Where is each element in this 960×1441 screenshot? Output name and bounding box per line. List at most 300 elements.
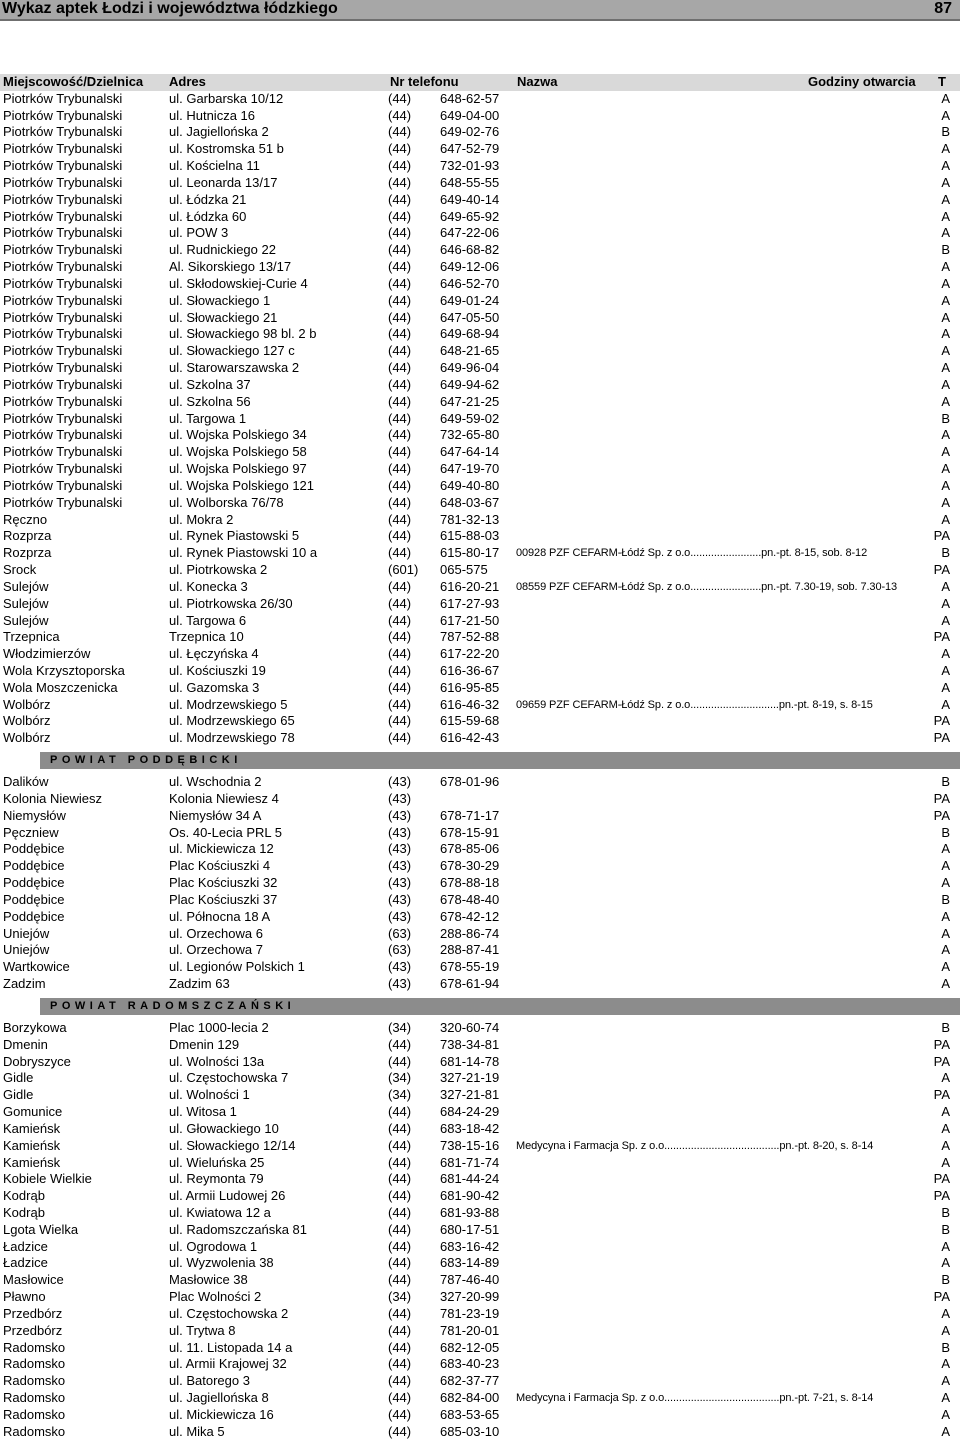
table-row	[0, 663, 960, 680]
powiat-section-heading	[0, 998, 960, 1015]
location-cell: Wola Moszczenicka	[3, 679, 118, 695]
address-cell: ul. Orzechowa 6	[169, 925, 263, 941]
phone-number-cell: 648-03-67	[440, 494, 500, 510]
address-cell: ul. Modrzewskiego 5	[169, 696, 288, 712]
phone-number-cell: 616-20-21	[440, 578, 500, 594]
location-cell: Wola Krzysztoporska	[3, 662, 125, 678]
table-row	[0, 892, 960, 909]
address-cell: ul. 11. Listopada 14 a	[169, 1339, 293, 1355]
table-row	[0, 1020, 960, 1037]
phone-prefix-cell: (44)	[388, 292, 412, 308]
type-cell: A	[941, 1120, 950, 1136]
phone-prefix-cell: (43)	[388, 824, 412, 840]
location-cell: Piotrków Trybunalski	[3, 191, 123, 207]
table-row	[0, 1424, 960, 1441]
phone-prefix-cell: (34)	[388, 1289, 412, 1305]
type-cell: A	[941, 841, 950, 857]
address-cell: ul. Piotrkowska 2	[169, 562, 268, 578]
section-heading-label: POWIAT PODDĘBICKI	[50, 754, 242, 767]
phone-prefix-cell: (44)	[388, 461, 412, 477]
type-cell: B	[941, 824, 950, 840]
location-cell: Piotrków Trybunalski	[3, 444, 123, 460]
type-cell: A	[941, 376, 950, 392]
phone-prefix-cell: (43)	[388, 875, 412, 891]
column-header-phone: Nr telefonu	[390, 74, 459, 89]
table-row	[0, 613, 960, 630]
table-row	[0, 1323, 960, 1340]
phone-prefix-cell: (44)	[388, 612, 412, 628]
address-cell: Plac 1000-lecia 2	[169, 1019, 269, 1035]
table-row	[0, 1272, 960, 1289]
phone-number-cell: 732-65-80	[440, 427, 500, 443]
phone-number-cell: 681-71-74	[440, 1154, 500, 1170]
table-row	[0, 259, 960, 276]
type-cell: B	[941, 1221, 950, 1237]
table-row	[0, 1188, 960, 1205]
address-cell: ul. Trytwa 8	[169, 1322, 236, 1338]
type-cell: B	[941, 1019, 950, 1035]
address-cell: ul. Ogrodowa 1	[169, 1238, 258, 1254]
table-row	[0, 293, 960, 310]
name-hours-cell: 00928 PZF CEFARM-Łódź Sp. z o.o........................pn.-pt. 8-15, sob. 8-12	[516, 547, 868, 560]
type-cell: A	[941, 1406, 950, 1422]
phone-prefix-cell: (44)	[388, 242, 412, 258]
location-cell: Radomsko	[3, 1356, 66, 1372]
location-cell: Poddębice	[3, 891, 65, 907]
table-header-row	[0, 74, 960, 91]
phone-prefix-cell: (44)	[388, 477, 412, 493]
type-cell: A	[941, 292, 950, 308]
table-row	[0, 774, 960, 791]
table-row	[0, 629, 960, 646]
address-cell: ul. Jagiellońska 8	[169, 1390, 269, 1406]
type-cell: A	[941, 1238, 950, 1254]
phone-prefix-cell: (44)	[388, 528, 412, 544]
table-row	[0, 276, 960, 293]
phone-prefix-cell: (44)	[388, 1373, 412, 1389]
address-cell: ul. Słowackiego 1	[169, 292, 271, 308]
phone-prefix-cell: (44)	[388, 1390, 412, 1406]
address-cell: Plac Kościuszki 4	[169, 858, 271, 874]
location-cell: Piotrków Trybunalski	[3, 292, 123, 308]
phone-number-cell: 683-14-89	[440, 1255, 500, 1271]
location-cell: Trzepnica	[3, 629, 60, 645]
phone-number-cell: 327-20-99	[440, 1289, 500, 1305]
phone-number-cell: 288-87-41	[440, 942, 500, 958]
location-cell: Kodrąb	[3, 1188, 45, 1204]
location-cell: Wolbórz	[3, 696, 51, 712]
column-header-hours: Godziny otwarcia	[808, 74, 916, 89]
phone-number-cell: 678-85-06	[440, 841, 500, 857]
phone-prefix-cell: (44)	[388, 629, 412, 645]
location-cell: Piotrków Trybunalski	[3, 343, 123, 359]
table-row	[0, 411, 960, 428]
type-cell: A	[941, 612, 950, 628]
phone-prefix-cell: (63)	[388, 942, 412, 958]
phone-prefix-cell: (43)	[388, 891, 412, 907]
phone-prefix-cell: (44)	[388, 90, 412, 106]
location-cell: Piotrków Trybunalski	[3, 242, 123, 258]
location-cell: Radomsko	[3, 1373, 66, 1389]
table-row	[0, 959, 960, 976]
phone-prefix-cell: (44)	[388, 1137, 412, 1153]
phone-number-cell: 647-22-06	[440, 225, 500, 241]
phone-number-cell: 678-15-91	[440, 824, 500, 840]
phone-prefix-cell: (44)	[388, 1036, 412, 1052]
phone-number-cell: 646-52-70	[440, 275, 500, 291]
location-cell: Piotrków Trybunalski	[3, 158, 123, 174]
phone-number-cell: 646-68-82	[440, 242, 500, 258]
phone-number-cell: 649-96-04	[440, 360, 500, 376]
type-cell: A	[941, 1305, 950, 1321]
phone-number-cell: 678-71-17	[440, 807, 500, 823]
type-cell: A	[941, 259, 950, 275]
table-row	[0, 926, 960, 943]
location-cell: Ładzice	[3, 1255, 48, 1271]
table-row	[0, 512, 960, 529]
phone-number-cell: 649-04-00	[440, 107, 500, 123]
address-cell: ul. Rynek Piastowski 10 a	[169, 545, 318, 561]
address-cell: ul. Starowarszawska 2	[169, 360, 300, 376]
type-cell: B	[941, 1205, 950, 1220]
location-cell: Piotrków Trybunalski	[3, 494, 123, 510]
table-row	[0, 1340, 960, 1357]
table-row	[0, 377, 960, 394]
location-cell: Piotrków Trybunalski	[3, 326, 123, 342]
table-row	[0, 1356, 960, 1373]
phone-prefix-cell: (44)	[388, 1255, 412, 1271]
type-cell: A	[941, 1070, 950, 1086]
address-cell: ul. Leonarda 13/17	[169, 174, 278, 190]
table-row	[0, 713, 960, 730]
phone-number-cell: 681-14-78	[440, 1053, 500, 1069]
table-row	[0, 108, 960, 125]
table-row	[0, 242, 960, 259]
phone-number-cell: 617-22-20	[440, 646, 500, 662]
address-cell: ul. Hutnicza 16	[169, 107, 255, 123]
table-row	[0, 680, 960, 697]
phone-number-cell: 787-52-88	[440, 629, 500, 645]
type-cell: PA	[933, 1289, 950, 1305]
phone-prefix-cell: (34)	[388, 1070, 412, 1086]
table-row	[0, 192, 960, 209]
phone-prefix-cell: (44)	[388, 309, 412, 325]
location-cell: Piotrków Trybunalski	[3, 259, 123, 275]
phone-number-cell: 615-59-68	[440, 713, 500, 729]
column-header-address: Adres	[169, 74, 206, 89]
phone-number-cell: 649-12-06	[440, 259, 500, 275]
type-cell: A	[941, 1423, 950, 1439]
phone-prefix-cell: (34)	[388, 1019, 412, 1035]
address-cell: ul. Rynek Piastowski 5	[169, 528, 300, 544]
phone-prefix-cell: (44)	[388, 107, 412, 123]
phone-prefix-cell: (44)	[388, 1423, 412, 1439]
location-cell: Kamieńsk	[3, 1154, 61, 1170]
phone-number-cell: 684-24-29	[440, 1104, 500, 1120]
phone-prefix-cell: (44)	[388, 545, 412, 561]
table-row	[0, 1373, 960, 1390]
address-cell: ul. Targowa 6	[169, 612, 247, 628]
location-cell: Srock	[3, 562, 37, 578]
address-cell: Plac Wolności 2	[169, 1289, 262, 1305]
type-cell: PA	[933, 1053, 950, 1069]
table-row	[0, 360, 960, 377]
type-cell: A	[941, 191, 950, 207]
address-cell: ul. Słowackiego 98 bl. 2 b	[169, 326, 317, 342]
type-cell: A	[941, 208, 950, 224]
location-cell: Piotrków Trybunalski	[3, 393, 123, 409]
address-cell: Kolonia Niewiesz 4	[169, 790, 279, 806]
phone-number-cell: 617-21-50	[440, 612, 500, 628]
address-cell: ul. Wojska Polskiego 121	[169, 477, 315, 493]
table-row	[0, 1407, 960, 1424]
phone-prefix-cell: (43)	[388, 976, 412, 992]
type-cell: A	[941, 1322, 950, 1338]
location-cell: Gidle	[3, 1087, 34, 1103]
type-cell: B	[941, 545, 950, 561]
pharmacy-table	[0, 74, 960, 1441]
type-cell: PA	[933, 1188, 950, 1204]
phone-prefix-cell: (44)	[388, 1322, 412, 1338]
table-row	[0, 562, 960, 579]
type-cell: PA	[933, 807, 950, 823]
type-cell: A	[941, 393, 950, 409]
address-cell: ul. Witosa 1	[169, 1104, 237, 1120]
location-cell: Piotrków Trybunalski	[3, 309, 123, 325]
address-cell: Al. Sikorskiego 13/17	[169, 259, 292, 275]
address-cell: ul. Wyzwolenia 38	[169, 1255, 274, 1271]
address-cell: ul. Gazomska 3	[169, 679, 260, 695]
phone-prefix-cell: (63)	[388, 925, 412, 941]
table-row	[0, 579, 960, 596]
phone-number-cell: 647-21-25	[440, 393, 500, 409]
location-cell: Przedbórz	[3, 1322, 63, 1338]
table-row	[0, 1155, 960, 1172]
phone-number-cell: 682-84-00	[440, 1390, 500, 1406]
location-cell: Wolbórz	[3, 730, 51, 746]
column-header-type: T	[938, 74, 946, 89]
address-cell: ul. Łódzka 60	[169, 208, 247, 224]
phone-number-cell: 647-19-70	[440, 461, 500, 477]
phone-prefix-cell: (44)	[388, 494, 412, 510]
phone-number-cell: 678-30-29	[440, 858, 500, 874]
table-row	[0, 825, 960, 842]
type-cell: A	[941, 444, 950, 460]
type-cell: A	[941, 511, 950, 527]
phone-number-cell: 648-55-55	[440, 174, 500, 190]
address-cell: ul. Kostromska 51 b	[169, 141, 284, 157]
phone-number-cell: 616-46-32	[440, 696, 500, 712]
location-cell: Pęczniew	[3, 824, 59, 840]
phone-prefix-cell: (44)	[388, 326, 412, 342]
address-cell: ul. POW 3	[169, 225, 229, 241]
phone-number-cell: 649-40-14	[440, 191, 500, 207]
table-row	[0, 942, 960, 959]
table-row	[0, 209, 960, 226]
phone-prefix-cell: (44)	[388, 427, 412, 443]
location-cell: Piotrków Trybunalski	[3, 427, 123, 443]
address-cell: ul. Głowackiego 10	[169, 1120, 279, 1136]
table-row	[0, 1138, 960, 1155]
address-cell: ul. Garbarska 10/12	[169, 90, 284, 106]
location-cell: Piotrków Trybunalski	[3, 275, 123, 291]
phone-prefix-cell: (44)	[388, 141, 412, 157]
address-cell: ul. Radomszczańska 81	[169, 1221, 308, 1237]
phone-prefix-cell: (44)	[388, 662, 412, 678]
table-row	[0, 1087, 960, 1104]
address-cell: ul. Konecka 3	[169, 578, 248, 594]
phone-prefix-cell: (44)	[388, 679, 412, 695]
address-cell: ul. Wschodnia 2	[169, 774, 262, 790]
type-cell: PA	[933, 629, 950, 645]
address-cell: ul. Słowackiego 12/14	[169, 1137, 296, 1153]
type-cell: PA	[933, 730, 950, 746]
phone-prefix-cell: (44)	[388, 1053, 412, 1069]
location-cell: Radomsko	[3, 1390, 66, 1406]
table-row	[0, 326, 960, 343]
type-cell: B	[941, 124, 950, 140]
type-cell: B	[941, 891, 950, 907]
phone-prefix-cell: (44)	[388, 1120, 412, 1136]
type-cell: A	[941, 662, 950, 678]
phone-prefix-cell: (44)	[388, 444, 412, 460]
phone-number-cell: 647-64-14	[440, 444, 500, 460]
phone-prefix-cell: (44)	[388, 1205, 412, 1220]
phone-number-cell: 678-42-12	[440, 908, 500, 924]
address-cell: ul. Legionów Polskich 1	[169, 959, 305, 975]
name-hours-cell: Medycyna i Farmacja Sp. z o.o.......................................pn.-pt. 7-21, s. 8-14	[516, 1392, 874, 1405]
table-row	[0, 697, 960, 714]
location-cell: Sulejów	[3, 578, 49, 594]
address-cell: ul. Szkolna 37	[169, 376, 251, 392]
type-cell: A	[941, 275, 950, 291]
phone-prefix-cell: (44)	[388, 376, 412, 392]
type-cell: A	[941, 1255, 950, 1271]
phone-prefix-cell: (44)	[388, 696, 412, 712]
phone-number-cell: 616-42-43	[440, 730, 500, 746]
address-cell: ul. Kwiatowa 12 a	[169, 1205, 271, 1220]
type-cell: A	[941, 1356, 950, 1372]
table-row	[0, 646, 960, 663]
phone-number-cell: 615-80-17	[440, 545, 500, 561]
address-cell: ul. Wolności 13a	[169, 1053, 265, 1069]
phone-number-cell: 678-48-40	[440, 891, 500, 907]
table-row	[0, 1289, 960, 1306]
phone-number-cell: 681-44-24	[440, 1171, 500, 1187]
phone-number-cell: 681-93-88	[440, 1205, 500, 1220]
address-cell: ul. Mokra 2	[169, 511, 234, 527]
phone-prefix-cell: (44)	[388, 713, 412, 729]
type-cell: A	[941, 976, 950, 992]
type-cell: A	[941, 875, 950, 891]
location-cell: Sulejów	[3, 595, 49, 611]
location-cell: Piotrków Trybunalski	[3, 107, 123, 123]
table-row	[0, 1054, 960, 1071]
table-row	[0, 141, 960, 158]
type-cell: A	[941, 696, 950, 712]
phone-prefix-cell: (44)	[388, 595, 412, 611]
table-row	[0, 310, 960, 327]
type-cell: B	[941, 1339, 950, 1355]
address-cell: ul. Łęczyńska 4	[169, 646, 259, 662]
phone-number-cell: 065-575	[440, 562, 488, 578]
table-row	[0, 976, 960, 993]
phone-prefix-cell: (44)	[388, 393, 412, 409]
type-cell: A	[941, 1104, 950, 1120]
table-row	[0, 495, 960, 512]
phone-prefix-cell: (44)	[388, 1238, 412, 1254]
phone-prefix-cell: (44)	[388, 174, 412, 190]
address-cell: Os. 40-Lecia PRL 5	[169, 824, 282, 840]
location-cell: Piotrków Trybunalski	[3, 477, 123, 493]
phone-prefix-cell: (44)	[388, 410, 412, 426]
phone-prefix-cell: (44)	[388, 1406, 412, 1422]
type-cell: A	[941, 477, 950, 493]
location-cell: Piotrków Trybunalski	[3, 360, 123, 376]
phone-number-cell: 738-15-16	[440, 1137, 500, 1153]
column-header-location: Miejscowość/Dzielnica	[3, 74, 144, 89]
type-cell: PA	[933, 1087, 950, 1103]
type-cell: A	[941, 326, 950, 342]
phone-prefix-cell: (44)	[388, 158, 412, 174]
type-cell: A	[941, 309, 950, 325]
type-cell: A	[941, 360, 950, 376]
name-hours-cell: 08559 PZF CEFARM-Łódź Sp. z o.o........................pn.-pt. 7.30-19, sob. 7.30-13	[516, 580, 898, 593]
location-cell: Poddębice	[3, 875, 65, 891]
phone-number-cell: 649-01-24	[440, 292, 500, 308]
address-cell: ul. Wolborska 76/78	[169, 494, 284, 510]
table-row	[0, 875, 960, 892]
location-cell: Wolbórz	[3, 713, 51, 729]
address-cell: ul. Słowackiego 21	[169, 309, 278, 325]
location-cell: Radomsko	[3, 1339, 66, 1355]
phone-number-cell: 781-20-01	[440, 1322, 500, 1338]
phone-number-cell: 683-40-23	[440, 1356, 500, 1372]
phone-prefix-cell: (44)	[388, 1339, 412, 1355]
phone-number-cell: 678-61-94	[440, 976, 500, 992]
phone-prefix-cell: (44)	[388, 730, 412, 746]
location-cell: Rozprza	[3, 528, 52, 544]
type-cell: A	[941, 578, 950, 594]
table-body	[0, 91, 960, 1441]
table-row	[0, 1104, 960, 1121]
phone-number-cell: 615-88-03	[440, 528, 500, 544]
location-cell: Sulejów	[3, 612, 49, 628]
phone-number-cell: 683-18-42	[440, 1120, 500, 1136]
phone-number-cell: 649-68-94	[440, 326, 500, 342]
address-cell: Trzepnica 10	[169, 629, 244, 645]
table-row	[0, 841, 960, 858]
phone-prefix-cell: (44)	[388, 646, 412, 662]
type-cell: A	[941, 158, 950, 174]
address-cell: ul. Łódzka 21	[169, 191, 247, 207]
phone-number-cell: 649-94-62	[440, 376, 500, 392]
table-row	[0, 1390, 960, 1407]
phone-number-cell: 781-32-13	[440, 511, 500, 527]
location-cell: Piotrków Trybunalski	[3, 410, 123, 426]
phone-prefix-cell: (43)	[388, 959, 412, 975]
phone-number-cell: 787-46-40	[440, 1272, 500, 1288]
phone-number-cell: 680-17-51	[440, 1221, 500, 1237]
phone-prefix-cell: (44)	[388, 124, 412, 140]
table-row	[0, 444, 960, 461]
phone-number-cell: 682-37-77	[440, 1373, 500, 1389]
table-row	[0, 158, 960, 175]
table-row	[0, 124, 960, 141]
type-cell: A	[941, 1137, 950, 1153]
location-cell: Radomsko	[3, 1423, 66, 1439]
type-cell: A	[941, 225, 950, 241]
